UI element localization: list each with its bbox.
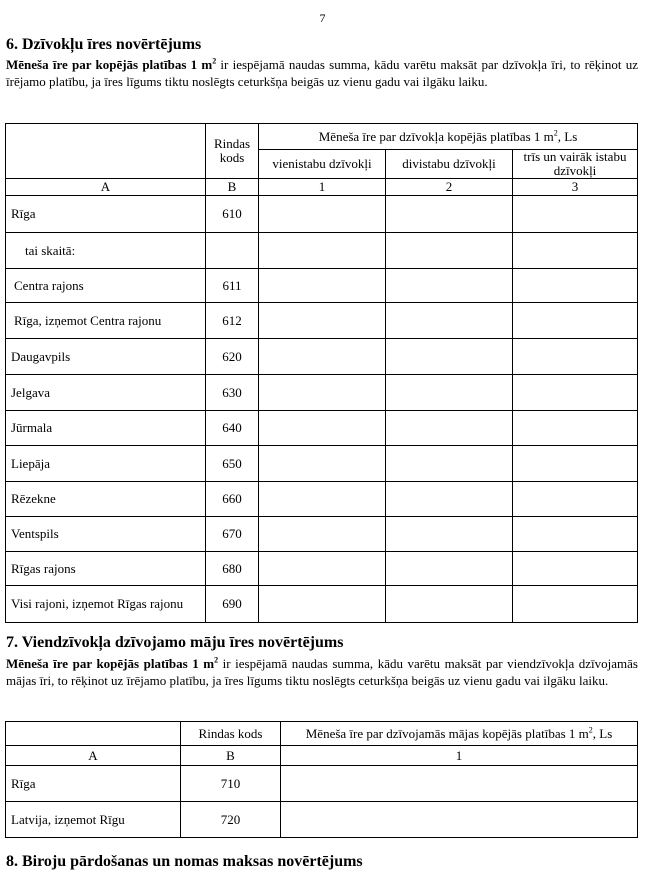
row-name: Jelgava bbox=[6, 375, 206, 411]
column-letter: A bbox=[6, 179, 206, 196]
header-two-room: divistabu dzīvokļi bbox=[386, 150, 513, 179]
input-cell bbox=[386, 269, 513, 303]
input-cell bbox=[259, 269, 386, 303]
input-cell bbox=[513, 303, 638, 339]
input-cell bbox=[513, 233, 638, 269]
table-row bbox=[6, 586, 638, 623]
row-code: 640 bbox=[206, 411, 259, 446]
row-code: 620 bbox=[206, 339, 259, 375]
table-row bbox=[6, 446, 638, 482]
section-7-intro bbox=[6, 655, 638, 689]
row-code: 630 bbox=[206, 375, 259, 411]
input-cell bbox=[513, 375, 638, 411]
input-cell bbox=[281, 802, 638, 838]
input-cell bbox=[386, 446, 513, 482]
section-7-intro-term: Mēneša īre par kopējās platības 1 m bbox=[6, 656, 215, 671]
header-rent-group bbox=[259, 124, 638, 150]
row-code: 660 bbox=[206, 482, 259, 517]
section-7-heading: 7. Viendzīvokļa dzīvojamo māju īres novērtējums bbox=[6, 634, 344, 651]
header-group-text: Mēneša īre par dzīvokļa kopējās platības 1 m bbox=[318, 128, 554, 144]
row-code: 670 bbox=[206, 517, 259, 552]
row-code: 650 bbox=[206, 446, 259, 482]
input-cell bbox=[259, 517, 386, 552]
table-row bbox=[6, 233, 638, 269]
input-cell bbox=[386, 303, 513, 339]
table-row bbox=[6, 552, 638, 586]
section-6-heading: 6. Dzīvokļu īres novērtējums bbox=[6, 36, 202, 53]
input-cell bbox=[513, 446, 638, 482]
row-code: 611 bbox=[206, 269, 259, 303]
header-row-code: Rindas kods bbox=[181, 722, 281, 746]
header-blank bbox=[6, 722, 181, 746]
row-name: Rīga, izņemot Centra rajonu bbox=[6, 303, 206, 339]
row-code: 680 bbox=[206, 552, 259, 586]
input-cell bbox=[259, 446, 386, 482]
input-cell bbox=[259, 233, 386, 269]
row-name: Liepāja bbox=[6, 446, 206, 482]
input-cell bbox=[259, 411, 386, 446]
input-cell bbox=[513, 552, 638, 586]
section-6-intro-sup: 2 bbox=[212, 56, 217, 66]
row-code: 710 bbox=[181, 766, 281, 802]
page-number: 7 bbox=[319, 11, 326, 25]
header-group-unit: , Ls bbox=[592, 725, 613, 741]
row-name: Ventspils bbox=[6, 517, 206, 552]
input-cell bbox=[259, 196, 386, 233]
input-cell bbox=[259, 552, 386, 586]
table-row bbox=[6, 482, 638, 517]
section-7-intro-sup: 2 bbox=[214, 655, 219, 665]
input-cell bbox=[513, 411, 638, 446]
row-name: tai skaitā: bbox=[6, 233, 206, 269]
column-letter: 2 bbox=[386, 179, 513, 196]
section-7-intro-text: ir iespējamā naudas summa, kādu varētu maksāt par viendzīvokļa dzīvojamās mājas īri, to rēķinot uz īrējamo platību, ja īres līgums tiktu noslēgts ceturkšņa beigās uz vienu gadu vai ilgāku laiku. bbox=[6, 656, 638, 688]
header-one-room: vienistabu dzīvokļi bbox=[259, 150, 386, 179]
input-cell bbox=[386, 339, 513, 375]
table-row bbox=[6, 766, 638, 802]
section-6-intro-text: ir iespējamā naudas summa, kādu varētu maksāt par dzīvokļa īri, to rēķinot uz īrējamo platību, ja īres līgums tiktu noslēgts ceturkšņa beigās uz vienu gadu vai ilgāku laiku. bbox=[6, 57, 638, 89]
row-code: 690 bbox=[206, 586, 259, 623]
input-cell bbox=[513, 339, 638, 375]
input-cell bbox=[259, 586, 386, 623]
table-row bbox=[6, 375, 638, 411]
input-cell bbox=[513, 586, 638, 623]
input-cell bbox=[513, 196, 638, 233]
table-row bbox=[6, 303, 638, 339]
input-cell bbox=[281, 766, 638, 802]
input-cell bbox=[259, 303, 386, 339]
column-letter: 1 bbox=[259, 179, 386, 196]
input-cell bbox=[259, 482, 386, 517]
input-cell bbox=[386, 375, 513, 411]
column-letter: 3 bbox=[513, 179, 638, 196]
row-code bbox=[206, 233, 259, 269]
row-name: Rēzekne bbox=[6, 482, 206, 517]
row-name: Daugavpils bbox=[6, 339, 206, 375]
table-row bbox=[6, 196, 638, 233]
input-cell bbox=[513, 517, 638, 552]
section-6-intro-term: Mēneša īre par kopējās platības 1 m bbox=[6, 57, 213, 72]
header-group-unit: , Ls bbox=[557, 128, 578, 144]
input-cell bbox=[386, 517, 513, 552]
row-name: Centra rajons bbox=[6, 269, 206, 303]
header-three-plus-room: trīs un vairāk istabu dzīvokļi bbox=[513, 150, 638, 179]
section-6-table bbox=[5, 123, 638, 623]
column-letter: B bbox=[181, 746, 281, 766]
input-cell bbox=[386, 552, 513, 586]
header-row-code: Rindas kods bbox=[206, 124, 259, 179]
row-code: 610 bbox=[206, 196, 259, 233]
input-cell bbox=[386, 411, 513, 446]
row-name: Rīga bbox=[6, 766, 181, 802]
table-row bbox=[6, 269, 638, 303]
table-row bbox=[6, 517, 638, 552]
row-code: 720 bbox=[181, 802, 281, 838]
section-7-table bbox=[5, 721, 638, 838]
row-code: 612 bbox=[206, 303, 259, 339]
input-cell bbox=[259, 339, 386, 375]
row-name: Rīgas rajons bbox=[6, 552, 206, 586]
header-group-sup: 2 bbox=[588, 725, 593, 735]
header-group-text: Mēneša īre par dzīvojamās mājas kopējās platības 1 m bbox=[305, 725, 589, 741]
column-letter: 1 bbox=[281, 746, 638, 766]
input-cell bbox=[513, 482, 638, 517]
column-letter: A bbox=[6, 746, 181, 766]
column-letter: B bbox=[206, 179, 259, 196]
section-6-intro bbox=[6, 56, 638, 90]
row-name: Jūrmala bbox=[6, 411, 206, 446]
header-rent-group bbox=[281, 722, 638, 746]
section-8-heading: 8. Biroju pārdošanas un nomas maksas novērtējums bbox=[6, 853, 363, 870]
table-row bbox=[6, 411, 638, 446]
table-row bbox=[6, 339, 638, 375]
input-cell bbox=[386, 586, 513, 623]
input-cell bbox=[386, 482, 513, 517]
header-blank bbox=[6, 124, 206, 179]
row-name: Rīga bbox=[6, 196, 206, 233]
row-name: Latvija, izņemot Rīgu bbox=[6, 802, 181, 838]
input-cell bbox=[386, 196, 513, 233]
table-row bbox=[6, 802, 638, 838]
input-cell bbox=[386, 233, 513, 269]
input-cell bbox=[259, 375, 386, 411]
row-name: Visi rajoni, izņemot Rīgas rajonu bbox=[6, 586, 206, 623]
input-cell bbox=[513, 269, 638, 303]
header-group-sup: 2 bbox=[553, 128, 558, 138]
